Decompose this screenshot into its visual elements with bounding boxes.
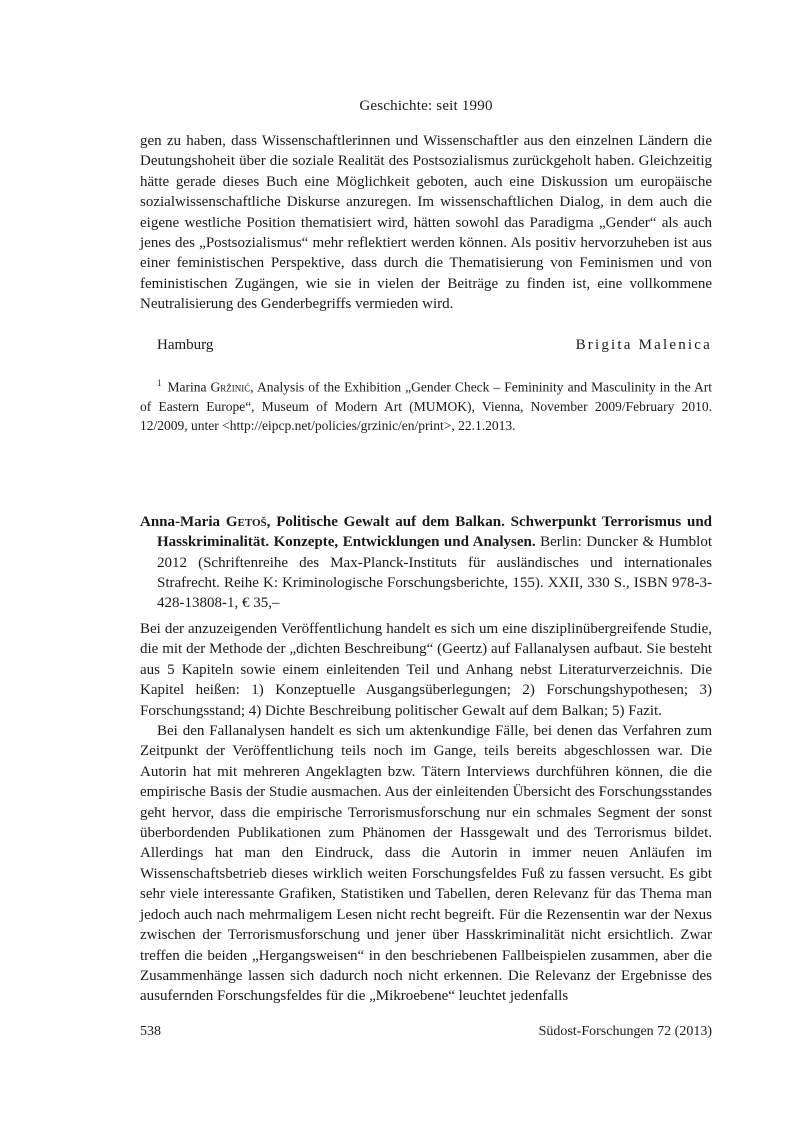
review-signature — [157, 337, 712, 354]
bibliographic-entry — [140, 512, 712, 613]
page-number: 538 — [140, 1024, 161, 1039]
review-body — [140, 619, 712, 1007]
body-paragraph-2: Bei den Fallanalysen handelt es sich um aktenkundige Fälle, bei denen das Verfahren zum Zeitpunkt der Veröffentlichung teils noch im Gange, teils bereits abgeschlossen war. Die Autorin hat mit mehreren Angeklagten bzw. Tätern Interviews durchführen können, die die empirische Basis der Studie ausmachen. Aus der einleitenden Übersicht des Forschungsstandes geht hervor, dass die empirische Terrorismusforschung nur ein schmales Segment der sonst überbordenden Publikationen zum Phänomen der Hassgewalt und des Terrorismus bildet. Allerdings hat man den Eindruck, dass die Autorin in immer neuen Anläufen im Wissenschaftsbetrieb dieses wirklich weiten Forschungsfeldes Fuß zu fassen versucht. Es gibt sehr viele interessante Grafiken, Statistiken und Tabellen, deren Relevanz für das Thema man jedoch auch nach mehrmaligem Lesen nicht recht begreift. Für die Rezensentin war der Nexus zwischen der Terrorismusforschung und jener über Hasskriminalität nicht ersichtlich. Zwar treffen die beiden „Hergangsweisen“ in den beschriebenen Fallbeispielen zusammen, aber die Zusammenhänge lassen sich dadurch noch nicht erkennen. Die Relevanz der Ergebnisse des ausufernden Forschungsfeldes für die „Mikroebene“ leuchtet jedenfalls — [140, 723, 712, 1005]
review-continuation — [140, 131, 712, 315]
journal-citation: Südost-Forschungen 72 (2013) — [538, 1024, 712, 1039]
page-footer — [140, 1024, 712, 1040]
bib-author-last: Getoš — [225, 514, 267, 530]
running-header: Geschichte: seit 1990 — [359, 98, 493, 114]
bib-author-first: Anna-Maria — [140, 514, 226, 530]
footnote-text-before: Marina — [167, 379, 211, 395]
signature-reviewer: Brigita Malenica — [575, 337, 712, 353]
bib-details: Berlin: Duncker & Humblot 2012 (Schriftenreihe des Max-Planck-Instituts für ausländisches und internationales Strafrecht. Reihe K: Kriminologische Forschungsberichte, 155). XXII, 330 S., ISBN 978-3-428-13808-1, € 35,– — [157, 534, 713, 612]
footnote — [140, 374, 712, 435]
review-paragraph: gen zu haben, dass Wissenschaftlerinnen und Wissenschaftler aus den einzelnen Ländern die Deutungshoheit über die soziale Realität des Postsozialismus zurückgeholt haben. Gleichzeitig hätte gerade dieses Buch eine Möglichkeit geboten, auch eine Diskussion um europäische sozialwissenschaftliche Diskurse anzuregen. Im wissenschaftlichen Dialog, in dem auch die eigene westliche Position thematisiert wird, hätten sowohl das Paradigma „Gender“ als auch jenes des „Postsozialismus“ mehr reflektiert werden können. Als positiv hervorzuheben ist aus einer feministischen Perspektive, dass durch die Thematisierung von Feminismen und von feministischen Zugängen, wie sie in vielen der Beiträge zu finden ist, eine vollkommene Neutralisierung des Genderbegriffs vermieden wird. — [140, 133, 712, 313]
footnote-author: Gržinić — [210, 379, 251, 395]
footnote-number: 1 — [157, 378, 162, 388]
body-paragraph-1: Bei der anzuzeigenden Veröffentlichung handelt es sich um eine disziplinübergreifende Studie, die mit der Methode der „dichten Beschreibung“ (Geertz) auf Fallanalysen aufbaut. Sie besteht aus 5 Kapiteln sowie einem einleitenden Teil und Anhang nebst Literaturverzeichnis. Die Kapitel heißen: 1) Konzeptuelle Ausgangsüberlegungen; 2) Forschungshypothesen; 3) Forschungsstand; 4) Dichte Beschreibung politischer Gewalt auf dem Balkan; 5) Fazit. — [140, 621, 712, 719]
bib-title: , Politische Gewalt auf dem Balkan. Schwerpunkt Terrorismus und Hasskriminalität. Konzepte, Entwicklungen und Analysen. — [157, 514, 713, 551]
footnote-text-after: , Analysis of the Exhibition „Gender Check – Femininity and Masculinity in the Art of Eastern Europe“, Museum of Modern Art (MUMOK), Vienna, November 2009/February 2010. 12/2009, unter <http://eipcp.net/policies/grzinic/en/print>, 22.1.2013. — [140, 379, 713, 433]
signature-place: Hamburg — [157, 337, 214, 353]
document-page — [140, 0, 712, 1129]
